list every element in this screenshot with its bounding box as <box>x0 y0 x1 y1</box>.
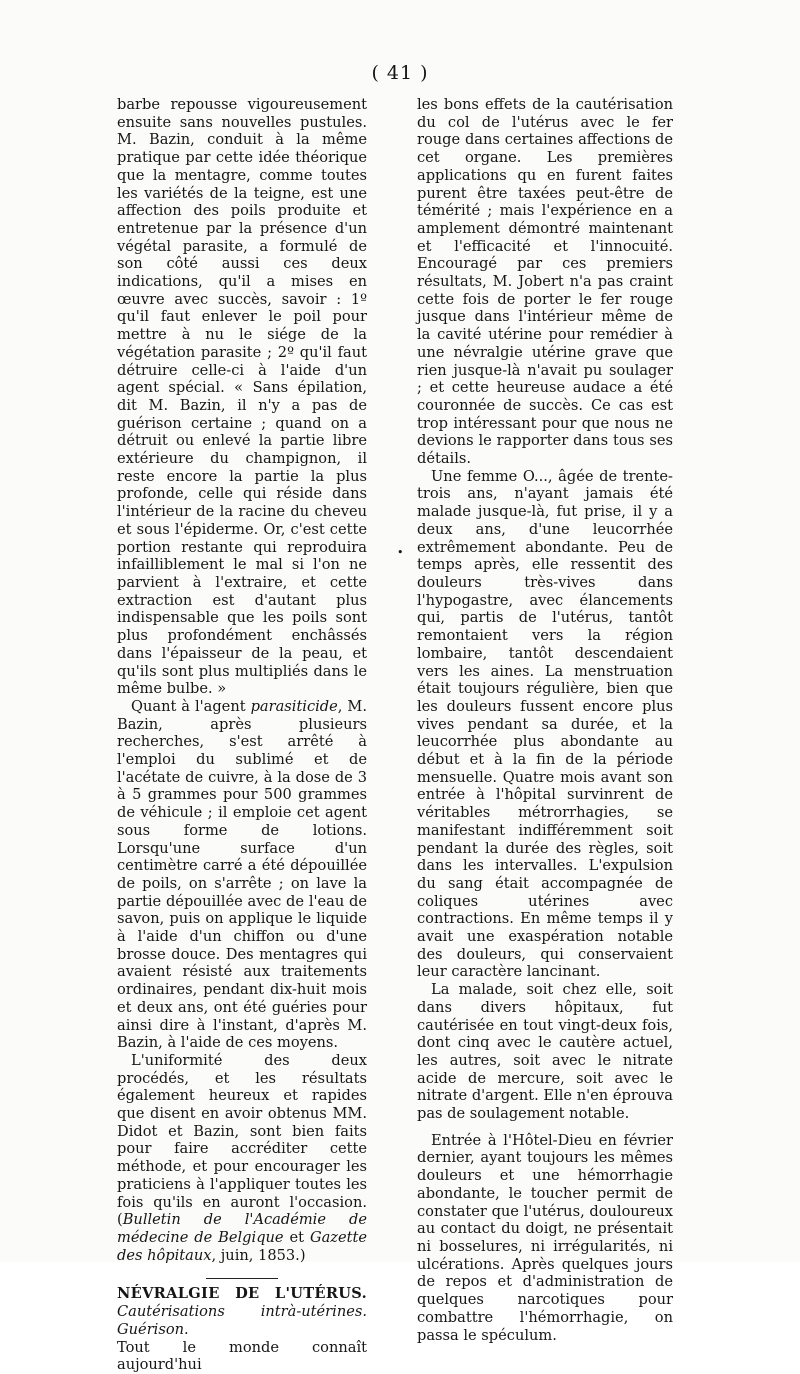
section-divider <box>206 1278 278 1279</box>
paragraph: La malade, soit chez elle, soit dans divers hôpitaux, fut cautérisée en tout vingt-deux fois, dont cinq avec le cautère actuel, les autres, soit avec le nitrate acide de mercure, soit avec le nitrate d'argent. Elle n'en éprouva pas de soulagement notable. <box>417 981 673 1123</box>
section-title: NÉVRALGIE DE L'UTÉRUS. <box>117 1285 367 1303</box>
paragraph: barbe repousse vigoureusement ensuite sans nouvelles pustules. M. Bazin, conduit à la même pratique par cette idée théorique que la mentagre, comme toutes les variétés de la teigne, est une affection des poils produite et entretenue par la présence d'un végétal parasite, a formulé de son côté aussi ces deux indications, qu'il a mises en œuvre avec succès, savoir : 1º qu'il faut enlever le poil pour mettre à nu le siége de la végétation parasite ; 2º qu'il faut détruire celle-ci à l'aide d'un agent spécial. « Sans épilation, dit M. Bazin, il n'y a pas de guérison certaine ; quand on a détruit ou enlevé la partie libre extérieure du champignon, il reste encore la partie la plus profonde, celle qui réside dans l'intérieur de la racine du cheveu et sous l'épiderme. Or, c'est cette portion restante qui reproduira infailliblement le mal si l'on ne parvient à l'extraire, et cette extraction est d'autant plus indispensable que les poils sont plus profondément enchâssés dans l'épaisseur de la peau, et qu'ils sont plus multipliés dans le même bulbe. » <box>117 96 367 698</box>
italic-term: parasiticide <box>250 697 338 715</box>
paragraph <box>117 1052 367 1264</box>
section-heading <box>117 1285 367 1338</box>
page-number: ( 41 ) <box>371 62 429 84</box>
text-run: , M. Bazin, après plusieurs recherches, s'est arrêté à l'emploi du sublimé et de l'acétate de cuivre, à la dose de 3 à 5 grammes pour 500 grammes de véhicule ; il emploie cet agent sous forme de lotions. Lorsqu'une surface d'un centimètre carré a été dépouillée de poils, on s'arrête ; on lave la partie dépouillée avec de l'eau de savon, puis on applique le liquide à l'aide d'un chiffon ou d'une brosse douce. Des mentagres qui avaient résisté aux traitements ordinaires, pendant dix-huit mois et deux ans, ont été guéries pour ainsi dire à l'instant, d'après M. Bazin, à l'aide de ces moyens. <box>117 697 367 1052</box>
left-column <box>117 96 367 1374</box>
paragraph: Entrée à l'Hôtel-Dieu en février dernier, ayant toujours les mêmes douleurs et une hémorrhagie abondante, le toucher permit de constater que l'utérus, douloureux au contact du doigt, ne présentait ni bosselures, ni irrégularités, ni ulcérations. Après quelques jours de repos et d'administration de quelques narcotiques pour combattre l'hémorrhagie, on passa le spéculum. <box>417 1131 673 1344</box>
margin-mark: • <box>397 546 404 559</box>
text-run: et <box>283 1229 310 1246</box>
paragraph: les bons effets de la cautérisation du col de l'utérus avec le fer rouge dans certaines affections de cet organe. Les premières applications qu en furent faites purent être taxées peut-être de témérité ; mais l'expérience en a amplement démontré maintenant et l'efficacité et l'innocuité. Encouragé par ces premiers résultats, M. Jobert n'a pas craint cette fois de porter le fer rouge jusque dans l'intérieur même de la cavité utérine pour remédier à une névralgie utérine grave que rien jusque-là n'avait pu soulager ; et cette heureuse audace a été couronnée de succès. Ce cas est trop intéressant pour que nous ne devions le rapporter dans tous ses détails. <box>417 96 673 468</box>
text-run: Quant à l'agent <box>131 697 251 715</box>
section-subtitle: Cautérisations intrà-utérines. Guérison. <box>117 1303 367 1338</box>
paragraph <box>117 698 367 1052</box>
right-column <box>417 96 673 1344</box>
text-run: , juin, 1853.) <box>211 1246 306 1264</box>
text-run: L'uniformité des deux procédés, et les résultats également heureux et rapides que disent en avoir obtenus MM. Didot et Bazin, sont bien faits pour faire accréditer cette méthode, et pour encourager les praticiens à l'appliquer toutes les fois qu'ils en auront l'occasion. ( <box>117 1051 367 1229</box>
citation: Gazette des hôpitaux <box>117 1229 367 1264</box>
paragraph: Une femme O..., âgée de trente-trois ans, n'ayant jamais été malade jusque-là, fut prise, il y a deux ans, d'une leucorrhée extrêmement abondante. Peu de temps après, elle ressentit des douleurs très-vives dans l'hypogastre, avec élancements qui, partis de l'utérus, tantôt remontaient vers la région lombaire, tantôt descendaient vers les aines. La menstruation était toujours régulière, bien que les douleurs fussent encore plus vives pendant sa durée, et la leucorrhée plus abondante au début et à la fin de la période mensuelle. Quatre mois avant son entrée à l'hôpital survinrent de véritables métrorrhagies, se manifestant indifféremment soit pendant la durée des règles, soit dans les intervalles. L'expulsion du sang était accompagnée de coliques utérines avec contractions. En même temps il y avait une exaspération notable des douleurs, qui conservaient leur caractère lancinant. <box>417 467 673 981</box>
citation: Bulletin de l'Académie de médecine de Belgique <box>117 1211 367 1246</box>
paragraph: Tout le monde connaît aujourd'hui <box>117 1338 367 1374</box>
